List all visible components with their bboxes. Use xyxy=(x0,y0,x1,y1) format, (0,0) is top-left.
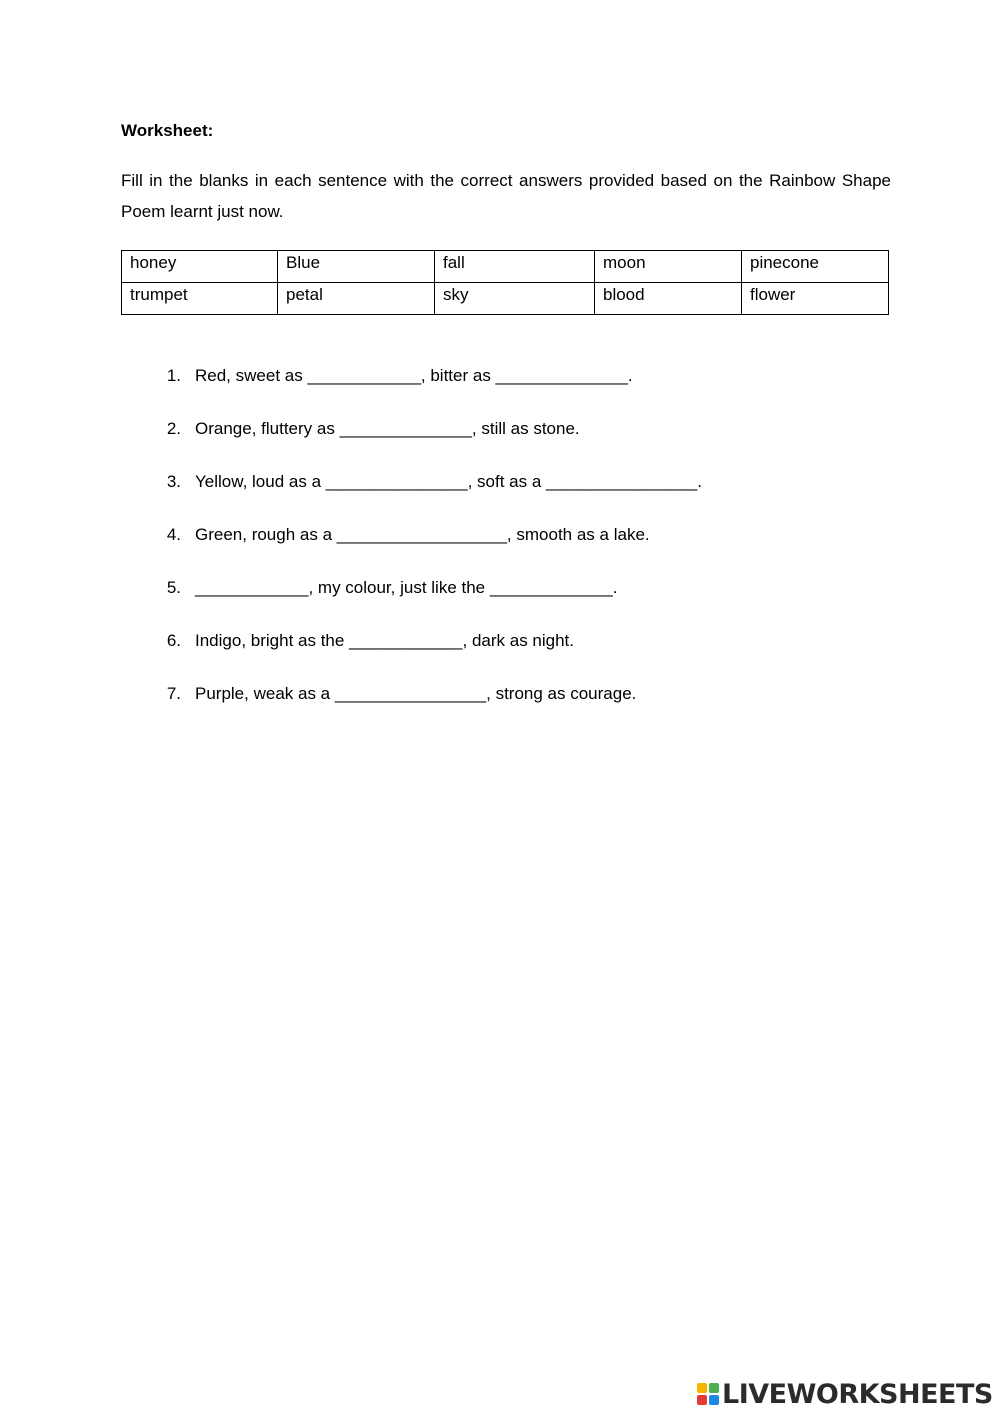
logo-square xyxy=(697,1383,707,1393)
question-text: Green, rough as a __________________, smooth as a lake. xyxy=(195,525,650,544)
question-number: 3. xyxy=(166,472,181,491)
logo-text: LIVEWORKSHEETS xyxy=(722,1378,993,1410)
question-item xyxy=(121,572,702,625)
question-list xyxy=(121,360,702,731)
word-bank-cell: moon xyxy=(595,251,742,283)
logo-square xyxy=(697,1395,707,1405)
word-bank-cell: honey xyxy=(122,251,278,283)
question-text: Orange, fluttery as ______________, still as stone. xyxy=(195,419,580,438)
question-item xyxy=(121,466,702,519)
logo-square xyxy=(709,1383,719,1393)
worksheet-title: Worksheet: xyxy=(121,121,214,140)
logo-mark-icon xyxy=(697,1383,719,1405)
word-bank-cell: sky xyxy=(435,283,595,315)
word-bank-cell: petal xyxy=(278,283,435,315)
question-item xyxy=(121,678,702,731)
question-text: ____________, my colour, just like the _____________. xyxy=(195,578,618,597)
word-bank-cell: fall xyxy=(435,251,595,283)
question-number: 5. xyxy=(166,578,181,597)
question-item xyxy=(121,360,702,413)
word-bank-row xyxy=(122,283,889,315)
question-text: Red, sweet as ____________, bitter as ______________. xyxy=(195,366,633,385)
question-item xyxy=(121,519,702,572)
word-bank-cell: flower xyxy=(742,283,889,315)
word-bank-cell: blood xyxy=(595,283,742,315)
word-bank-row xyxy=(122,251,889,283)
word-bank-cell: Blue xyxy=(278,251,435,283)
word-bank-cell: trumpet xyxy=(122,283,278,315)
question-number: 2. xyxy=(166,419,181,438)
logo-square xyxy=(709,1395,719,1405)
question-number: 7. xyxy=(166,684,181,703)
instructions-text: Fill in the blanks in each sentence with the correct answers provided based on the Rainbow Shape Poem learnt just now. xyxy=(121,171,891,221)
question-text: Purple, weak as a ________________, strong as courage. xyxy=(195,684,637,703)
question-text: Indigo, bright as the ____________, dark as night. xyxy=(195,631,575,650)
word-bank-cell: pinecone xyxy=(742,251,889,283)
question-item xyxy=(121,625,702,678)
question-text: Yellow, loud as a _______________, soft as a ________________. xyxy=(195,472,702,491)
liveworksheets-logo xyxy=(697,1377,993,1411)
word-bank-table xyxy=(121,250,889,315)
question-number: 6. xyxy=(166,631,181,650)
question-number: 1. xyxy=(166,366,181,385)
question-number: 4. xyxy=(166,525,181,544)
question-item xyxy=(121,413,702,466)
